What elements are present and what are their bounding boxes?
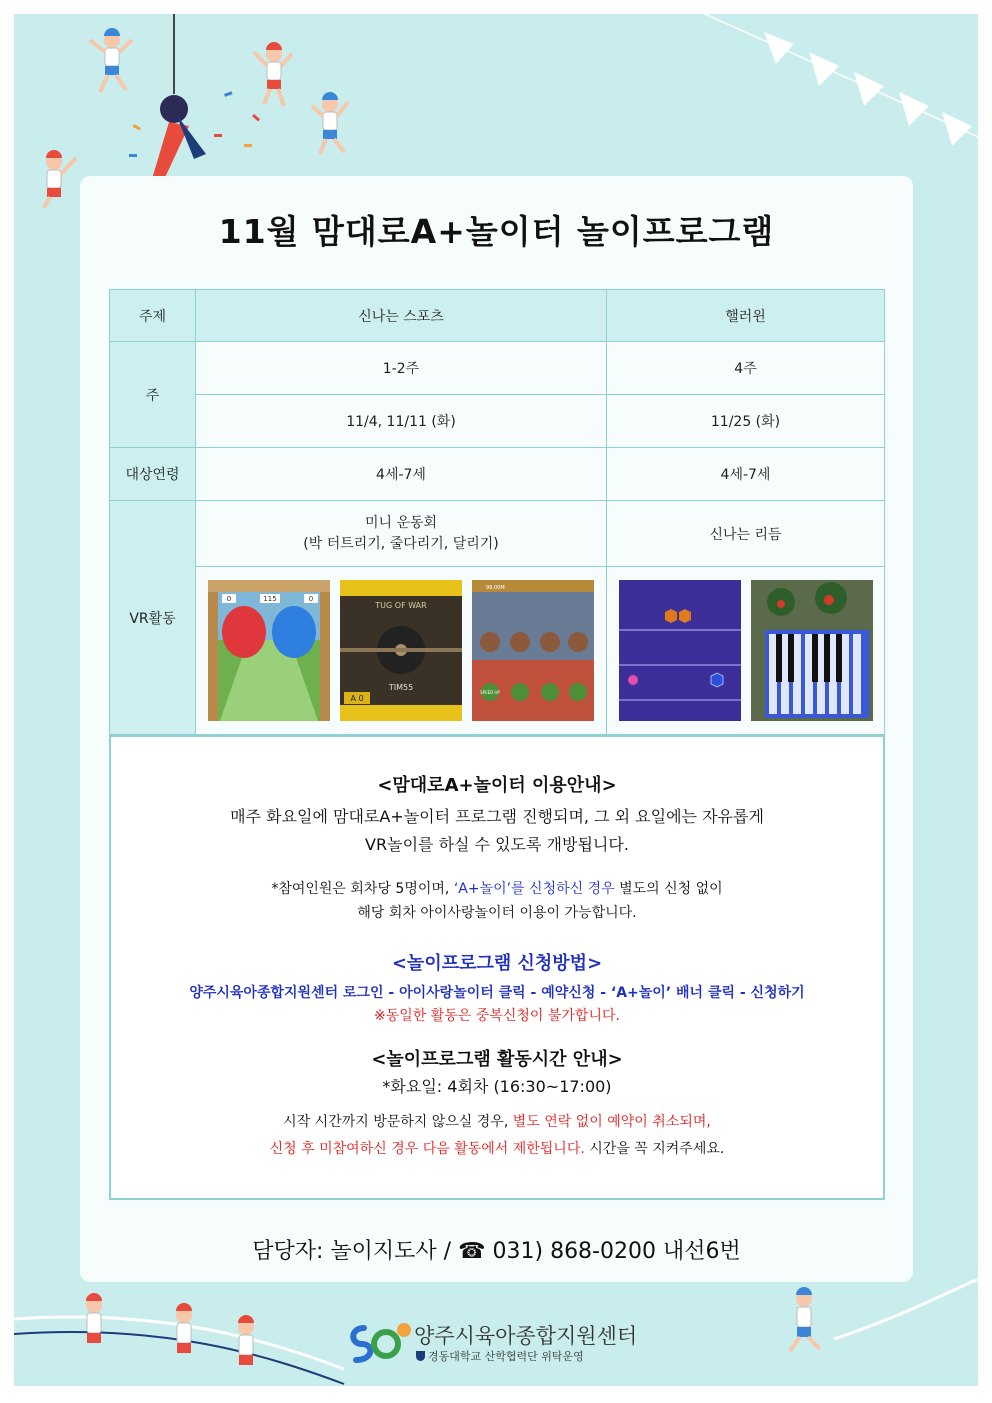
page-title: 11월 맘대로A+놀이터 놀이프로그램 (218, 212, 775, 251)
ball-score-right: 0 (308, 595, 314, 603)
bunting-decoration (694, 14, 978, 174)
week-label: 주 (110, 342, 196, 448)
apply-steps: 양주시육아종합지원센터 로그인 - 아이사랑놀이터 클릭 - 예약신청 - ‘A+놀이’ 배너 클릭 - 신청하기 (189, 985, 805, 1001)
note-line2: 해당 회차 아이사랑놀이터 이용이 가능합니다. (357, 905, 637, 921)
guide-line1: 매주 화요일에 맘대로A+놀이터 프로그램 진행되며, 그 외 요일에는 자유롭게 (230, 807, 764, 826)
running-race-screenshot (472, 580, 594, 721)
time-detail: *화요일: 4회차 (16:30~17:00) (382, 1077, 612, 1096)
time-title: <놀이프로그램 활동시간 안내> (371, 1049, 623, 1070)
theme-halloween: 핼러윈 (607, 290, 885, 342)
age-label: 대상연령 (110, 448, 196, 501)
week-halloween: 4주 (607, 342, 885, 395)
age-sports: 4세-7세 (196, 448, 607, 501)
absent-red: 신청 후 미참여하신 경우 다음 활동에서 제한됩니다. (269, 1141, 585, 1157)
org-sub-text: 경동대학교 산학협력단 위탁운영 (428, 1350, 584, 1363)
apply-warning: ※동일한 활동은 중복신청이 불가합니다. (374, 1008, 620, 1024)
program-table (109, 289, 885, 735)
ball-game-screenshot (208, 580, 330, 721)
ball-score-mid: 115 (263, 595, 277, 603)
tug-score: A 0 (350, 694, 364, 703)
date-halloween: 11/25 (화) (607, 395, 885, 448)
phone-icon: ☎ (458, 1239, 486, 1264)
vr-halloween-desc: 신나는 리듬 (607, 501, 885, 567)
contact-phone: 031) 868-0200 내선6번 (492, 1239, 741, 1264)
race-distance: 99.00M (486, 585, 505, 591)
apply-title: <놀이프로그램 신청방법> (391, 953, 603, 974)
vr-label: VR활동 (110, 501, 196, 735)
note-prefix: *참여인원은 회차당 5명이며, (271, 881, 450, 897)
guide-box (109, 735, 885, 1200)
tug-timer: TIM55 (388, 683, 414, 692)
week-sports: 1-2주 (196, 342, 607, 395)
guide-line2: VR놀이를 하실 수 있도록 개방됩니다. (365, 835, 629, 854)
shield-icon (416, 1351, 425, 1361)
tug-of-war-screenshot (340, 580, 462, 721)
race-speed-button: SPEED UP (480, 690, 500, 695)
contact-prefix: 담당자: 놀이지도사 / (252, 1239, 452, 1264)
date-sports: 11/4, 11/11 (화) (196, 395, 607, 448)
piano-game-screenshot (751, 580, 873, 721)
late-prefix: 시작 시간까지 방문하지 않으실 경우, (283, 1114, 509, 1130)
absent-suffix: 시간을 꼭 지켜주세요. (589, 1141, 725, 1157)
contact-line (80, 1234, 913, 1265)
org-sub (416, 1348, 584, 1364)
org-logo-mark (346, 1320, 412, 1364)
theme-sports: 신나는 스포츠 (196, 290, 607, 342)
note-line1 (111, 877, 883, 901)
age-halloween: 4세-7세 (607, 448, 885, 501)
ball-score-left: 0 (226, 595, 232, 603)
vr-sports-images (196, 567, 607, 735)
rhythm-game-screenshot (619, 580, 741, 721)
note-suffix: 별도의 신청 없이 (619, 881, 723, 897)
note-highlight: ‘A+놀이’를 신청하신 경우 (453, 881, 615, 897)
vr-halloween-images (607, 567, 885, 735)
late-line (111, 1109, 883, 1136)
org-name: 양주시육아종합지원센터 (414, 1324, 638, 1348)
late-red: 별도 연락 없이 예약이 취소되며, (512, 1114, 711, 1130)
vr-sports-line1: 미니 운동회 (364, 514, 438, 531)
guide-title: <맘대로A+놀이터 이용안내> (377, 775, 617, 796)
org-logo (346, 1318, 676, 1368)
absent-line (111, 1136, 883, 1163)
theme-label: 주제 (110, 290, 196, 342)
tug-title: TUG OF WAR (375, 601, 427, 610)
vr-sports-desc (196, 501, 607, 567)
vr-sports-line2: (박 터트리기, 줄다리기, 달리기) (303, 535, 499, 552)
